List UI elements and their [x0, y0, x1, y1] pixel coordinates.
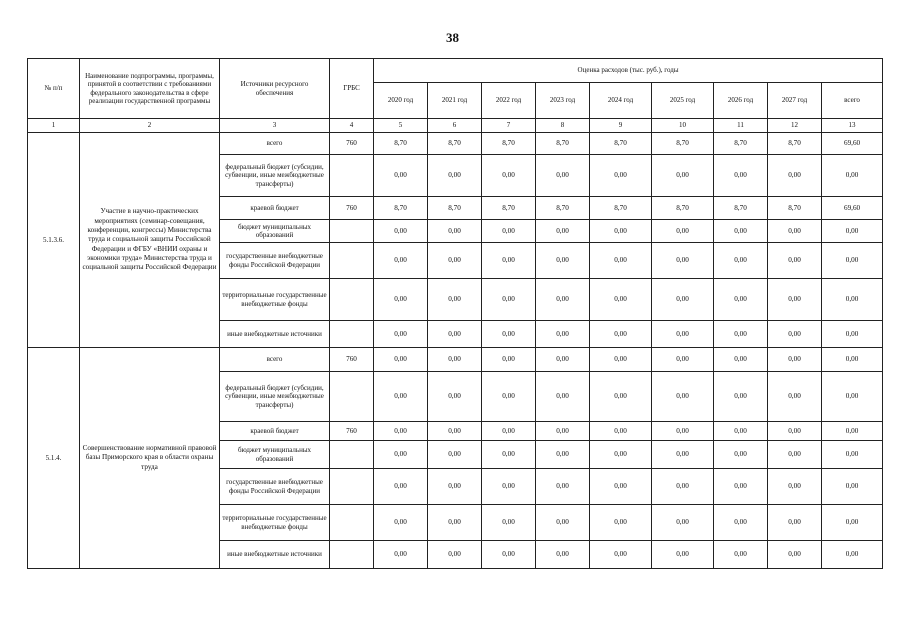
year-value: 0,00 [482, 220, 536, 243]
year-value: 8,70 [714, 133, 768, 155]
year-value: 0,00 [652, 243, 714, 279]
column-number: 7 [482, 119, 536, 133]
column-number: 9 [590, 119, 652, 133]
grbs-code [330, 441, 374, 469]
year-value: 0,00 [714, 505, 768, 541]
year-value: 0,00 [590, 321, 652, 348]
funding-source: бюджет муниципальных образований [220, 220, 330, 243]
column-number: 2 [80, 119, 220, 133]
year-value: 8,70 [536, 133, 590, 155]
year-value: 0,00 [374, 348, 428, 372]
column-number: 10 [652, 119, 714, 133]
funding-source: бюджет муниципальных образований [220, 441, 330, 469]
year-value: 0,00 [714, 541, 768, 569]
funding-source: иные внебюджетные источники [220, 321, 330, 348]
header-estimate: Оценка расходов (тыс. руб.), годы [374, 59, 883, 83]
year-value: 0,00 [768, 321, 822, 348]
year-value: 0,00 [428, 469, 482, 505]
total-value: 0,00 [822, 348, 883, 372]
year-value: 0,00 [482, 469, 536, 505]
year-value: 0,00 [482, 321, 536, 348]
year-value: 8,70 [768, 133, 822, 155]
table-body [28, 133, 883, 569]
year-value: 0,00 [482, 279, 536, 321]
year-value: 0,00 [652, 220, 714, 243]
header-year: 2027 год [768, 83, 822, 119]
header-year: 2026 год [714, 83, 768, 119]
year-value: 0,00 [768, 220, 822, 243]
year-value: 0,00 [536, 541, 590, 569]
item-number: 5.1.3.6. [28, 133, 80, 348]
year-value: 0,00 [652, 422, 714, 441]
year-value: 0,00 [590, 279, 652, 321]
year-value: 0,00 [714, 155, 768, 197]
year-value: 0,00 [428, 422, 482, 441]
funding-source: краевой бюджет [220, 197, 330, 220]
grbs-code [330, 279, 374, 321]
year-value: 0,00 [374, 541, 428, 569]
year-value: 8,70 [482, 133, 536, 155]
year-value: 8,70 [652, 133, 714, 155]
year-value: 0,00 [428, 372, 482, 422]
header-grbs: ГРБС [330, 59, 374, 119]
year-value: 0,00 [714, 422, 768, 441]
year-value: 0,00 [768, 469, 822, 505]
year-value: 0,00 [590, 243, 652, 279]
column-number: 11 [714, 119, 768, 133]
funding-source: территориальные государственные внебюджетные фонды [220, 279, 330, 321]
year-value: 8,70 [428, 197, 482, 220]
year-value: 0,00 [652, 469, 714, 505]
year-value: 0,00 [428, 155, 482, 197]
item-name: Участие в научно-практических мероприятиях (семинар-совещания, конференции, конгрессы) Министерства труда и социальной защиты Российской Федерации и ФГБУ «ВНИИ охраны и экономики труда» Министерства труда и социальной защиты Российской Федерации [80, 133, 220, 348]
funding-source: всего [220, 348, 330, 372]
budget-table [27, 58, 883, 569]
year-value: 0,00 [482, 541, 536, 569]
year-value: 0,00 [428, 541, 482, 569]
year-value: 0,00 [536, 372, 590, 422]
header-year: 2024 год [590, 83, 652, 119]
year-value: 0,00 [536, 243, 590, 279]
year-value: 0,00 [714, 220, 768, 243]
column-number: 12 [768, 119, 822, 133]
year-value: 0,00 [652, 372, 714, 422]
year-value: 0,00 [374, 441, 428, 469]
year-value: 0,00 [428, 505, 482, 541]
funding-source: федеральный бюджет (субсидии, субвенции, иные межбюджетные трансферты) [220, 372, 330, 422]
year-value: 0,00 [536, 469, 590, 505]
year-value: 0,00 [482, 348, 536, 372]
header-total: всего [822, 83, 883, 119]
year-value: 0,00 [768, 243, 822, 279]
year-value: 8,70 [590, 133, 652, 155]
year-value: 0,00 [536, 155, 590, 197]
header-year: 2021 год [428, 83, 482, 119]
year-value: 0,00 [768, 155, 822, 197]
table-row [28, 133, 883, 155]
year-value: 0,00 [536, 422, 590, 441]
year-value: 0,00 [652, 348, 714, 372]
column-number-row [28, 119, 883, 133]
total-value: 0,00 [822, 469, 883, 505]
year-value: 0,00 [590, 441, 652, 469]
year-value: 0,00 [714, 279, 768, 321]
year-value: 0,00 [652, 279, 714, 321]
header-year: 2023 год [536, 83, 590, 119]
year-value: 8,70 [768, 197, 822, 220]
column-number: 1 [28, 119, 80, 133]
header-source: Источники ресурсного обеспечения [220, 59, 330, 119]
year-value: 0,00 [768, 541, 822, 569]
grbs-code [330, 321, 374, 348]
year-value: 0,00 [768, 441, 822, 469]
year-value: 0,00 [374, 155, 428, 197]
header-name: Наименование подпрограммы, программы, принятой в соответствии с требованиями федерального законодательства в сфере реализации государственной программы [80, 59, 220, 119]
year-value: 0,00 [374, 469, 428, 505]
header-year: 2020 год [374, 83, 428, 119]
item-name: Совершенствование нормативной правовой базы Приморского края в области охраны труда [80, 348, 220, 569]
total-value: 0,00 [822, 220, 883, 243]
header-year: 2025 год [652, 83, 714, 119]
total-value: 69,60 [822, 133, 883, 155]
table-row [28, 348, 883, 372]
column-number: 5 [374, 119, 428, 133]
funding-source: всего [220, 133, 330, 155]
year-value: 0,00 [482, 372, 536, 422]
page-number: 38 [446, 30, 459, 45]
total-value: 0,00 [822, 243, 883, 279]
table-header [28, 59, 883, 133]
year-value: 0,00 [590, 155, 652, 197]
year-value: 0,00 [768, 372, 822, 422]
year-value: 0,00 [482, 441, 536, 469]
year-value: 0,00 [374, 243, 428, 279]
total-value: 0,00 [822, 541, 883, 569]
funding-source: федеральный бюджет (субсидии, субвенции, иные межбюджетные трансферты) [220, 155, 330, 197]
funding-source: территориальные государственные внебюджетные фонды [220, 505, 330, 541]
year-value: 0,00 [768, 279, 822, 321]
year-value: 0,00 [536, 220, 590, 243]
column-number: 6 [428, 119, 482, 133]
year-value: 0,00 [428, 441, 482, 469]
year-value: 8,70 [374, 133, 428, 155]
year-value: 0,00 [374, 220, 428, 243]
total-value: 0,00 [822, 441, 883, 469]
grbs-code [330, 541, 374, 569]
grbs-code [330, 220, 374, 243]
year-value: 0,00 [374, 372, 428, 422]
year-value: 0,00 [714, 321, 768, 348]
year-value: 8,70 [590, 197, 652, 220]
total-value: 0,00 [822, 279, 883, 321]
header-year: 2022 год [482, 83, 536, 119]
item-number: 5.1.4. [28, 348, 80, 569]
year-value: 0,00 [482, 243, 536, 279]
year-value: 8,70 [652, 197, 714, 220]
year-value: 0,00 [652, 505, 714, 541]
year-value: 8,70 [714, 197, 768, 220]
grbs-code: 760 [330, 133, 374, 155]
year-value: 8,70 [374, 197, 428, 220]
year-value: 0,00 [536, 505, 590, 541]
year-value: 0,00 [652, 541, 714, 569]
year-value: 0,00 [428, 321, 482, 348]
year-value: 8,70 [536, 197, 590, 220]
year-value: 0,00 [536, 348, 590, 372]
grbs-code [330, 372, 374, 422]
year-value: 0,00 [482, 422, 536, 441]
year-value: 0,00 [536, 279, 590, 321]
year-value: 0,00 [374, 279, 428, 321]
funding-source: иные внебюджетные источники [220, 541, 330, 569]
year-value: 0,00 [590, 469, 652, 505]
year-value: 0,00 [768, 348, 822, 372]
year-value: 0,00 [482, 505, 536, 541]
year-value: 0,00 [428, 243, 482, 279]
funding-source: краевой бюджет [220, 422, 330, 441]
year-value: 0,00 [536, 321, 590, 348]
column-number: 3 [220, 119, 330, 133]
year-value: 0,00 [714, 469, 768, 505]
grbs-code: 760 [330, 348, 374, 372]
year-value: 0,00 [428, 279, 482, 321]
header-no: № п/п [28, 59, 80, 119]
funding-source: государственные внебюджетные фонды Российской Федерации [220, 469, 330, 505]
total-value: 0,00 [822, 372, 883, 422]
year-value: 0,00 [374, 321, 428, 348]
year-value: 0,00 [536, 441, 590, 469]
total-value: 69,60 [822, 197, 883, 220]
grbs-code [330, 505, 374, 541]
year-value: 0,00 [714, 441, 768, 469]
year-value: 0,00 [590, 220, 652, 243]
year-value: 0,00 [428, 220, 482, 243]
year-value: 0,00 [590, 348, 652, 372]
year-value: 0,00 [768, 422, 822, 441]
year-value: 0,00 [374, 422, 428, 441]
year-value: 0,00 [590, 372, 652, 422]
year-value: 0,00 [714, 243, 768, 279]
year-value: 0,00 [652, 155, 714, 197]
year-value: 0,00 [590, 505, 652, 541]
column-number: 13 [822, 119, 883, 133]
total-value: 0,00 [822, 155, 883, 197]
year-value: 0,00 [590, 422, 652, 441]
year-value: 0,00 [714, 348, 768, 372]
year-value: 0,00 [652, 321, 714, 348]
column-number: 8 [536, 119, 590, 133]
grbs-code: 760 [330, 197, 374, 220]
year-value: 0,00 [768, 505, 822, 541]
funding-source: государственные внебюджетные фонды Российской Федерации [220, 243, 330, 279]
grbs-code: 760 [330, 422, 374, 441]
year-value: 0,00 [482, 155, 536, 197]
year-value: 0,00 [714, 372, 768, 422]
year-value: 0,00 [374, 505, 428, 541]
grbs-code [330, 243, 374, 279]
total-value: 0,00 [822, 422, 883, 441]
year-value: 0,00 [590, 541, 652, 569]
column-number: 4 [330, 119, 374, 133]
year-value: 8,70 [482, 197, 536, 220]
total-value: 0,00 [822, 505, 883, 541]
year-value: 8,70 [428, 133, 482, 155]
grbs-code [330, 469, 374, 505]
year-value: 0,00 [652, 441, 714, 469]
grbs-code [330, 155, 374, 197]
year-value: 0,00 [428, 348, 482, 372]
total-value: 0,00 [822, 321, 883, 348]
